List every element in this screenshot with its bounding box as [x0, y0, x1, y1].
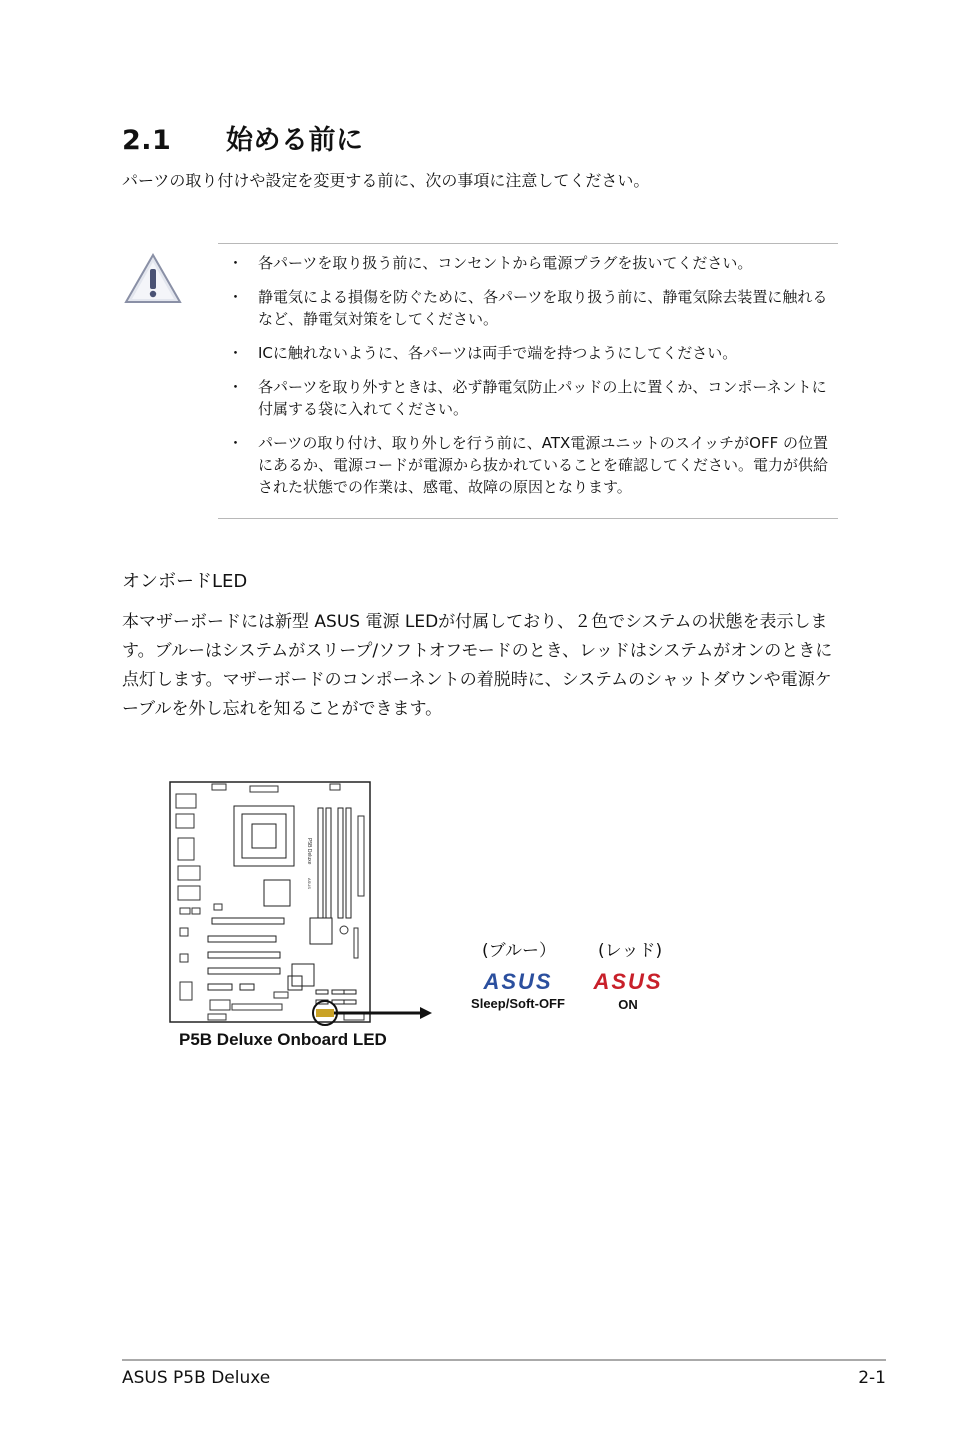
warning-triangle-icon: [124, 252, 182, 304]
arrow-icon: [420, 1007, 432, 1019]
caution-top-rule: [218, 243, 838, 244]
page-number: 2-1: [858, 1368, 886, 1388]
legend-label-blue: (ブルー）: [482, 941, 556, 961]
section-heading: [122, 118, 364, 157]
bullet: ・: [228, 434, 244, 452]
bullet: ・: [228, 378, 244, 396]
motherboard-diagram: [168, 778, 438, 1032]
legend-label-red: (レッド): [598, 941, 663, 961]
asus-logo-red: [590, 968, 666, 996]
onboard-led-paragraph: 本マザーボードには新型 ASUS 電源 LEDが付属しており、２色でシステムの状態を表示します。ブルーはシステムがスリープ/ソフトオフモードのとき、レッドはシステムがオンのときに点灯します。マザーボードのコンポーネントの着脱時に、システムのシャットダウンや電源ケーブルを外し忘れを知ることができます。: [122, 612, 833, 719]
asus-logo-red-text: ASUS: [593, 969, 663, 992]
asus-logo-blue: [480, 968, 556, 996]
board-model-label: P5B Deluxe: [306, 838, 312, 865]
bullet: ・: [228, 254, 244, 272]
caution-item: ・ 各パーツを取り外すときは、必ず静電気防止パッドの上に置くか、コンポーネントに付属する袋に入れてください。: [228, 378, 827, 418]
state-label-sleep: Sleep/Soft-OFF: [471, 996, 565, 1011]
section-number: 2.1: [122, 125, 172, 156]
bullet: ・: [228, 344, 244, 362]
intro-text: パーツの取り付けや設定を変更する前に、次の事項に注意してください。: [122, 171, 650, 190]
caution-item: ・ ICに触れないように、各パーツは両手で端を持つようにしてください。: [228, 344, 738, 362]
asus-logo-blue-text: ASUS: [483, 969, 553, 992]
caution-item: ・ 静電気による損傷を防ぐために、各パーツを取り扱う前に、静電気除去装置に触れるなど、静電気対策をしてください。: [228, 288, 828, 328]
section-title: 始める前に: [226, 125, 364, 156]
board-logo-label: ASUS: [307, 878, 312, 889]
onboard-led-heading: オンボードLED: [122, 571, 248, 592]
caution-item: ・ 各パーツを取り扱う前に、コンセントから電源プラグを抜いてください。: [228, 254, 753, 272]
bullet: ・: [228, 288, 244, 306]
state-label-on: ON: [618, 997, 638, 1012]
caution-list: [228, 252, 840, 510]
footer-rule: [122, 1359, 886, 1361]
footer-product: ASUS P5B Deluxe: [122, 1368, 271, 1388]
figure-caption: P5B Deluxe Onboard LED: [179, 1030, 387, 1049]
caution-item: ・ パーツの取り付け、取り外しを行う前に、ATX電源ユニットのスイッチがOFF の位置にあるか、電源コードが電源から抜かれていることを確認してください。電力が供給された状態での作業は、感電、故障の原因となります。: [228, 434, 829, 496]
caution-bottom-rule: [218, 518, 838, 519]
